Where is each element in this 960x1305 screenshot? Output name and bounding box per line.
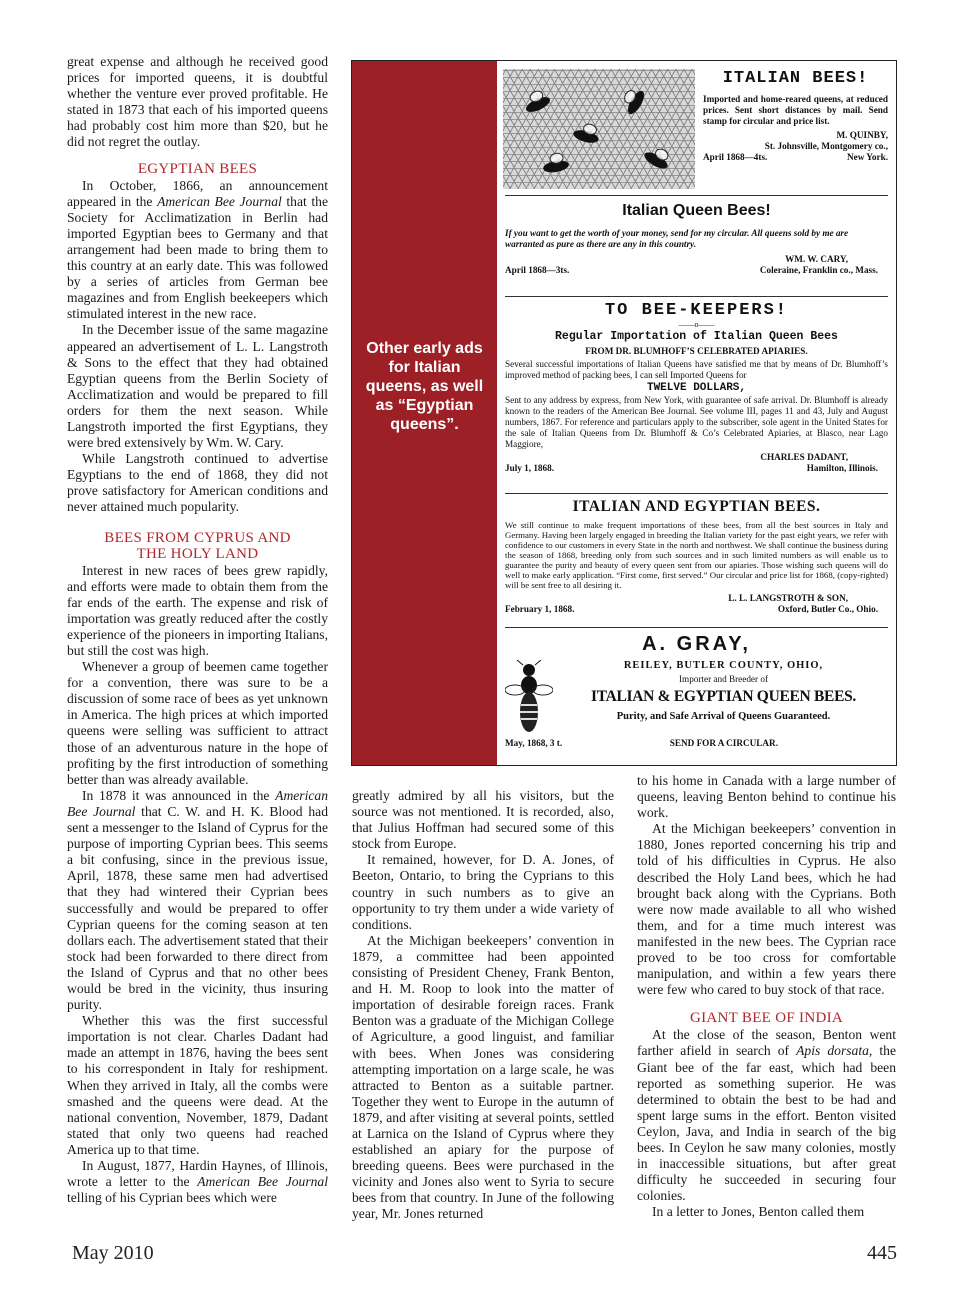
- ad-location: REILEY, BUTLER COUNTY, OHIO,: [623, 660, 824, 671]
- ad-body: Several successful importations of Italian Queens have satisfied me that by means of Dr. Blumhoff’s improved method of packing bees, I can sell Imported Queens for: [505, 359, 888, 380]
- paragraph: In October, 1866, an announcement appeared in the American Bee Journal that the Society for Acclimatization in Berlin had imported Egyptian bees to Germany and that arrangement had been made to bring them to this country at an early date. This was followed by a series of articles from German bee magazines and from English beekeepers which stimulated interest in the new race.: [67, 177, 329, 322]
- paragraph: At the Michigan beekeepers’ convention in 1880, Jones reported concerning his trip and told of his difficulties in Cyprus. He also described the Holy Land bees, which he had brought back along with the Cyprians. Both were now made available to all who wished them, and for a time much interest was manifested in the new bees. The Cyprian race proved to be too cross for comfortable manipulation, and within a few years there were few who cared to buy stock of that race.: [637, 821, 896, 998]
- ad-footer: [505, 604, 888, 615]
- ad-footer: [505, 463, 888, 474]
- ad-body: Imported and home-reared queens, at reduced prices. Sent short distances by mail. Send stamp for circular and price list.: [703, 94, 888, 126]
- ad-date: February 1, 1868.: [505, 604, 575, 614]
- paragraph: Interest in new races of bees grew rapidly, and efforts were made to obtain them from the far ends of the earth. The expense and risk of importation was greatly reduced after the costly experience of the pioneers in importing Italians, but still the cost was high.: [67, 562, 328, 658]
- bee-icon: [505, 660, 553, 738]
- honeycomb-bees-illustration: [503, 69, 695, 189]
- ad-name: CHARLES DADANT,: [760, 452, 848, 462]
- ad-footer: [505, 265, 888, 276]
- ad-name: L. L. LANGSTROTH & SON,: [728, 593, 848, 603]
- ad-date: July 1, 1868.: [505, 463, 555, 473]
- ad-role: Importer and Breeder of: [678, 674, 769, 684]
- paragraph: to his home in Canada with a large number of queens, leaving Benton behind to continue his work.: [637, 773, 896, 821]
- ad-dadant: [505, 301, 888, 474]
- ad-body: Sent to any address by express, from New York, with guarantee of safe arrival. Dr. Blumhoff is already known to the readers of the American Bee Journal. See volume III, pages 11 and 43, July and August numbers, 1867. For reference and particulars apply to the subscriber, sole agent in the United States for the sale of Italian Queens from Dr. Blumhoff & Co’s Celebrated Apiaries, at Blasco, near Lago Maggiore,: [505, 395, 888, 449]
- page-number: 445: [867, 1242, 897, 1264]
- paragraph: greatly admired by all his visitors, but the source was not mentioned. It is recorded, also, that Julius Hoffman had secured some of this stock from Europe.: [352, 788, 614, 852]
- ad-subtitle: Regular Importation of Italian Queen Bees: [555, 330, 838, 343]
- caption-panel: [352, 61, 497, 765]
- ornament: ——o——: [678, 320, 715, 329]
- divider: [505, 627, 888, 628]
- ad-title: ITALIAN & EGYPTIAN QUEEN BEES.: [590, 688, 857, 705]
- paragraph: great expense and although he received good prices for imported queens, it is doubtful whether the venture ever proved profitable. He stated in 1873 that each of his imported queens had probably cost him more than $20, but he did not regret the outlay.: [67, 54, 328, 150]
- bee-icon: [625, 88, 648, 116]
- ad-footer: [703, 152, 888, 163]
- paragraph: In a letter to Jones, Benton called them: [652, 1204, 865, 1220]
- bee-icon: [524, 94, 552, 115]
- ads-figure: [351, 60, 897, 766]
- ad-name: M. QUINBY,: [836, 130, 888, 140]
- paragraph: At the close of the season, Benton went farther afield in search of Apis dorsata, the Giant bee of the far east, which had been reported as something superior. He was determined to obtain the best to be had and spent large sums in the effort. Benton visited Ceylon, Java, and India in search of the big bees. In Ceylon he saw many colonies, mostly in inaccessible situations, but after great difficulty he succeeded in securing four colonies.: [637, 1027, 896, 1204]
- divider: [505, 296, 888, 297]
- ad-cary: [505, 202, 888, 276]
- section-heading-cyprus: BEES FROM CYPRUS AND THE HOLY LAND: [104, 529, 291, 562]
- bee-icon: [542, 159, 570, 174]
- ad-name: WM. W. CARY,: [785, 254, 848, 264]
- ad-from: FROM DR. BLUMHOFF’S CELEBRATED APIARIES.: [585, 346, 808, 356]
- article-column-1: [67, 54, 328, 1206]
- paragraph: Whenever a group of beemen came together for a convention, there was sure to be a discussion of some race of bees as yet unknown in America. The high prices at which imported queens were selling was sufficient to attract those of an adventurous nature in the hope of profiting by the first introduction of something better than was already available.: [67, 659, 328, 787]
- ad-price: TWELVE DOLLARS,: [646, 382, 747, 394]
- figure-caption: Other early ads for Italian queens, as well as “Egyptian queens”.: [365, 339, 484, 433]
- ad-quinby: [703, 69, 888, 163]
- ad-title: ITALIAN AND EGYPTIAN BEES.: [572, 498, 821, 515]
- bee-icon: [642, 149, 670, 172]
- ad-date: April 1868—3ts.: [505, 265, 570, 275]
- article-column-2: [352, 788, 614, 1223]
- ad-date: May, 1868, 3 t.: [505, 738, 563, 748]
- divider: [505, 493, 888, 494]
- paragraph: While Langstroth continued to advertise Egyptians to the end of 1868, they did not prove satisfactory for American conditions and never attained much popularity.: [67, 451, 328, 515]
- section-heading-egyptian-bees: EGYPTIAN BEES: [137, 160, 258, 177]
- ad-title: TO BEE-KEEPERS!: [604, 301, 789, 320]
- ad-body: If you want to get the worth of your money, send for my circular. All queens sold by me are warranted as pure as there are any in this country.: [505, 228, 849, 249]
- ad-address: Coleraine, Franklin co., Mass.: [759, 265, 878, 275]
- ad-address: St. Johnsville, Montgomery co.,: [764, 141, 888, 151]
- ad-body: We still continue to make frequent importations of these bees, from all the best sources in Italy and Germany. Having been largely engaged in breeding the Italian variety for the past eight years, we refer with confidence to our customers in every State in the north and northwest. We shall continue the business during the season of 1868, breeding only from such sources and in such limited numbers as will enable us to guarantee the purity and beauty of every queen sent from our apiaries. Those wishing such queens will do well to make early application. “First come, first served.” Our circular and price list for 1868, (copy-righted) will be sent free to all desiring it.: [505, 520, 888, 590]
- ad-tagline: Purity, and Safe Arrival of Queens Guaranteed.: [616, 711, 831, 722]
- paragraph: Whether this was the first successful importation is not clear. Charles Dadant had made an attempt in 1876, having the bees sent to his correspondent in Italy for reshipment. When they arrived in Italy, all the combs were smashed and the queens were dead. At the national convention, November, 1879, Dadant stated that only two queens had reached America up to that time.: [67, 1013, 328, 1157]
- ad-footer: [505, 738, 888, 749]
- ad-city: New York.: [847, 152, 888, 162]
- ad-date: April 1868—4ts.: [703, 152, 768, 162]
- ad-address: Hamilton, Illinois.: [806, 463, 878, 473]
- paragraph: In the December issue of the same magazine appeared an advertisement of L. L. Langstroth & Sons to the effect that they had obtained Egyptian queens from the Berlin Society of Acclimatization and would be prepared to fill orders for them the next season. While Langstroth imported the first Egyptians, they were bred extensively by Wm. W. Cary.: [67, 322, 328, 451]
- paragraph: In August, 1877, Hardin Haynes, of Illinois, wrote a letter to the American Bee Journal telling of his Cyprian bees which were: [67, 1158, 328, 1206]
- section-heading-giant-bee: GIANT BEE OF INDIA: [689, 1010, 844, 1027]
- divider: [505, 195, 888, 196]
- ad-title: Italian Queen Bees!: [622, 202, 771, 219]
- bee-icon: [572, 128, 600, 145]
- ad-title: ITALIAN BEES!: [722, 69, 869, 88]
- ad-name: A. GRAY,: [642, 633, 751, 655]
- ad-circular: SEND FOR A CIRCULAR.: [669, 738, 778, 748]
- paragraph: In 1878 it was announced in the American Bee Journal that C. W. and H. K. Blood had sent a messenger to the Island of Cyprus for the purpose of importing Cyprian bees. This seems a bit confusing, since in the previous issue, April, 1878, these same men had advertised that they had wintered their Cyprian bees successfully and would be prepared to offer Cyprian queens for the coming season at ten dollars each. The advertisement stated that their stock had been forwarded to there direct from the Island of Cyprus and that no other bees would be bred in the vicinity, thus insuring purity.: [67, 787, 328, 1013]
- paragraph: It remained, however, for D. A. Jones, of Beeton, Ontario, to bring the Cyprians to this country in such numbers as to give an opportunity to try them under a wide variety of conditions.: [352, 852, 614, 932]
- ad-gray: [505, 633, 888, 749]
- ad-address: Oxford, Butler Co., Ohio.: [777, 604, 878, 614]
- ad-langstroth: [505, 498, 888, 615]
- footer-date: May 2010: [72, 1242, 154, 1264]
- historical-ads: [497, 61, 896, 765]
- paragraph: At the Michigan beekeepers’ convention in 1879, a committee had been appointed consisting of President Cheney, Frank Benton, and H. M. Roop to look into the matter of importation of desirable foreign races. Frank Benton was a graduate of the Michigan College of Agriculture, a good linguist, and familiar with bees. When Jones was considering attempting importation on a large scale, he was attracted to Benton as a suitable partner. Together they went to Europe in the autumn of 1879, and after visiting at several points, settled at Larnica on the Island of Cyprus where they established an apiary for the purpose of breeding queens. Bees were purchased in the vicinity and Jones also went to Syria to secure bees from that country. In June of the following year, Mr. Jones returned: [352, 932, 614, 1222]
- article-column-3: [637, 773, 896, 1220]
